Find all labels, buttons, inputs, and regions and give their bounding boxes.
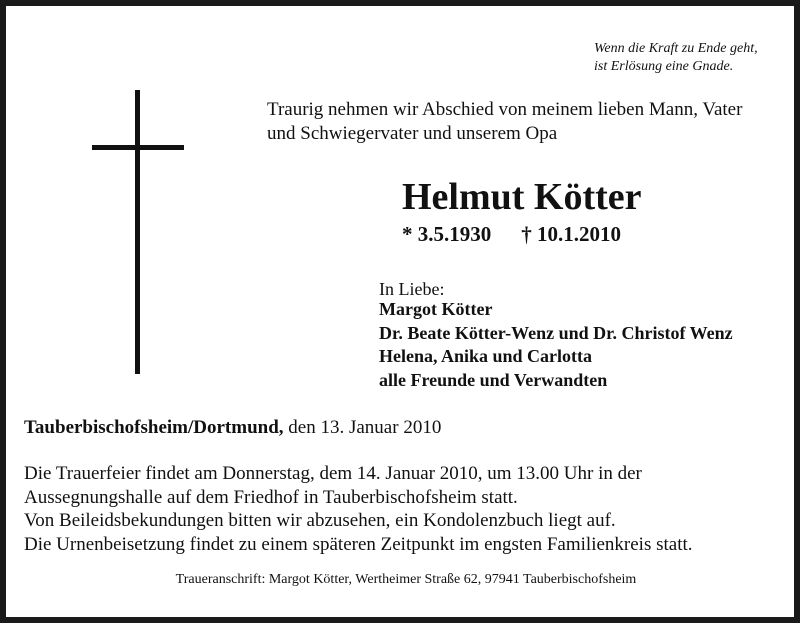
quote-line-1: Wenn die Kraft zu Ende geht,: [594, 41, 758, 56]
info-line: Von Beileidsbekundungen bitten wir abzusehen, ein Kondolenzbuch liegt auf.: [24, 510, 616, 531]
mourner-name: Margot Kötter: [379, 299, 493, 319]
quote-line-2: ist Erlösung eine Gnade.: [594, 59, 734, 74]
cross-horizontal-bar: [92, 145, 184, 150]
mourner-name: alle Freunde und Verwandten: [379, 369, 608, 390]
intro-text: [267, 98, 742, 146]
mourners-heading: In Liebe:: [379, 279, 445, 299]
death-date: † 10.1.2010: [521, 222, 621, 246]
birth-date: * 3.5.1930: [402, 222, 492, 246]
mourning-address: Traueranschrift: Margot Kötter, Wertheimer Straße 62, 97941 Tauberbischofsheim: [175, 572, 637, 587]
deceased-name: Helmut Kötter: [402, 176, 642, 218]
mourner-name: Helena, Anika und Carlotta: [379, 346, 593, 366]
intro-line-1: Traurig nehmen wir Abschied von meinem lieben Mann, Vater: [267, 99, 743, 120]
place: Tauberbischofsheim/Dortmund,: [24, 417, 284, 438]
info-line: Aussegnungshalle auf dem Friedhof in Tauberbischofsheim statt.: [24, 486, 518, 508]
place-and-date: [24, 416, 441, 440]
epigraph-quote: [594, 40, 758, 76]
mourners-list: [379, 298, 733, 392]
intro-line-2: und Schwiegervater und unserem Opa: [267, 123, 558, 144]
life-dates: [402, 221, 621, 247]
mourner-name: Dr. Beate Kötter-Wenz und Dr. Christof Wenz: [379, 322, 733, 343]
date: den 13. Januar 2010: [283, 417, 442, 438]
funeral-info: [24, 462, 693, 556]
cross-vertical-bar: [135, 90, 140, 374]
info-line: Die Urnenbeisetzung findet zu einem späteren Zeitpunkt im engsten Familienkreis statt.: [24, 533, 693, 555]
info-line: Die Trauerfeier findet am Donnerstag, dem 14. Januar 2010, um 13.00 Uhr in der: [24, 463, 642, 484]
